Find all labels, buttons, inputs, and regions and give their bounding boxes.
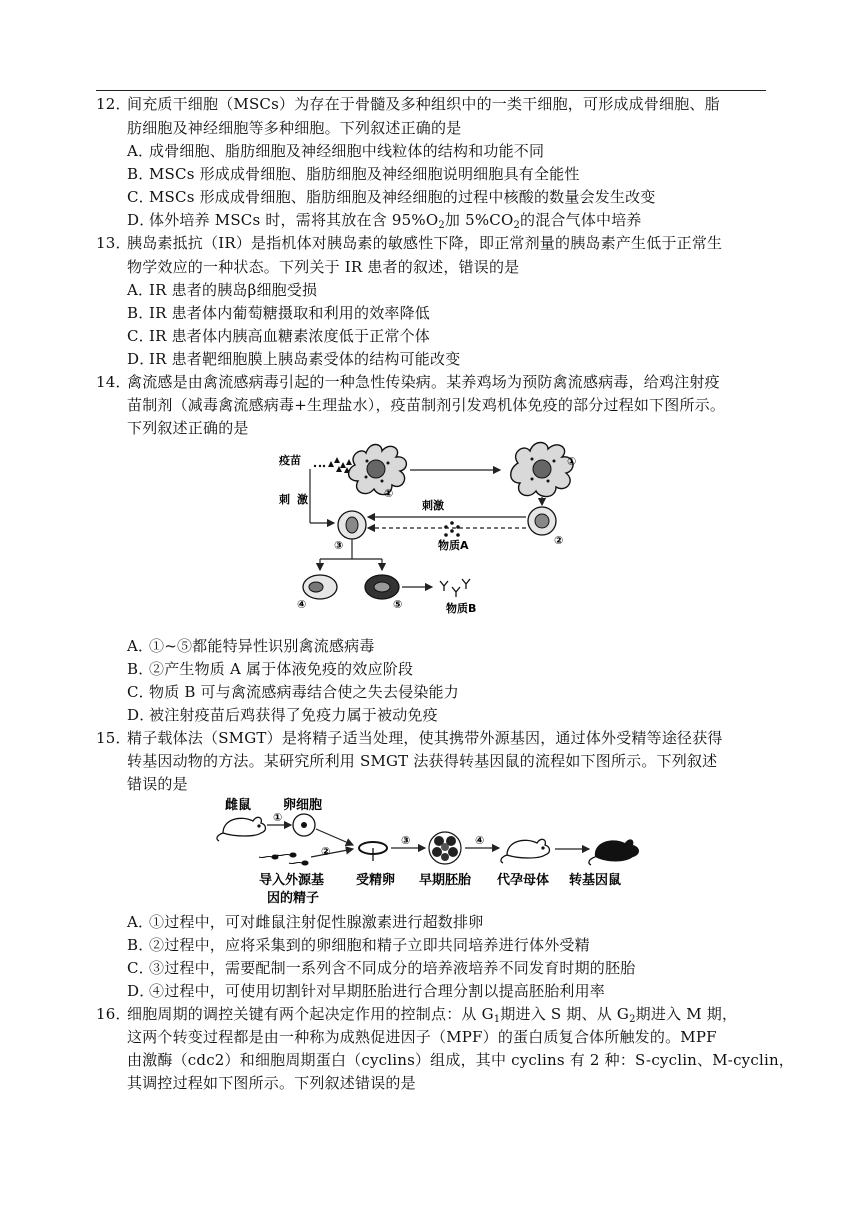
q14-option-c: C．物质 B 可与禽流感病毒结合使之失去侵染能力: [127, 683, 459, 701]
fig2-step3-label: ③: [401, 834, 411, 847]
plasma-cell: [365, 575, 399, 599]
q15-option-c: C．③过程中，需要配制一系列含不同成分的培养液培养不同发育时期的胚胎: [127, 959, 636, 977]
q15-option-d: D．④过程中，可使用切割针对早期胚胎进行合理分割以提高胚胎利用率: [127, 982, 606, 1000]
q13-option-b: B．IR 患者体内葡萄糖摄取和利用的效率降低: [127, 304, 430, 322]
q14-stem-line2: 苗制剂（减毒禽流感病毒+生理盐水），疫苗制剂引发鸡机体免疫的部分过程如下图所示。: [127, 396, 726, 414]
immune-response-figure: [270, 435, 590, 620]
q12-option-b: B．MSCs 形成成骨细胞、脂肪细胞及神经细胞说明细胞具有全能性: [127, 165, 580, 183]
q15-stem-line1: 15．精子载体法（SMGT）是将精子适当处理，使其携带外源基因，通过体外受精等途径获得: [96, 729, 723, 747]
substance-a-particles: [444, 521, 460, 537]
q16-stem-line2: 这两个转变过程都是由一种称为成熟促进因子（MPF）的蛋白质复合体所触发的。MPF: [127, 1028, 717, 1046]
fig1-cell1b-label: ①: [567, 455, 577, 468]
fig2-step2-label: ②: [321, 845, 331, 858]
vaccine-particles: [314, 457, 352, 473]
fig2-sperm-label-2: 因的精子: [267, 891, 320, 906]
transgenic-mouse-icon: [589, 839, 639, 865]
fig2-step4-label: ④: [475, 834, 485, 847]
early-embryo-icon: [429, 832, 461, 864]
q13-option-a: A．IR 患者的胰岛β细胞受损: [127, 281, 318, 299]
q16-stem-line1: 16．细胞周期的调控关键有两个起决定作用的控制点：从 $G_1$期进入 S 期、从 $G_2$期进入 M 期，: [96, 1005, 738, 1025]
q12-option-d: D．体外培养 MSCs 时，需将其放在含 $95\%O_2$加 $5\%CO_2$的混合气体中培养: [127, 211, 642, 231]
fig1-stim-label-1: 刺: [279, 493, 290, 506]
q15-stem-line3: 错误的是: [127, 775, 188, 793]
fig2-female-label: 雌鼠: [225, 798, 252, 813]
antibody-icons: [440, 579, 470, 597]
q13-option-d: D．IR 患者靶细胞膜上胰岛素受体的结构可能改变: [127, 350, 461, 368]
q12-stem-line1: 12．间充质干细胞（MSCs）为存在于骨髓及多种组织中的一类干细胞，可形成成骨细胞、脂: [96, 95, 720, 113]
q16-stem-line4: 其调控过程如下图所示。下列叙述错误的是: [127, 1074, 416, 1092]
fig1-cell4-label: ④: [297, 598, 307, 611]
q16-stem-line3: 由激酶（cdc2）和细胞周期蛋白（cyclins）组成，其中 cyclins 有 2 种：S-cyclin、M-cyclin，: [127, 1051, 795, 1069]
fig2-egg-label: 卵细胞: [283, 798, 323, 813]
q12-stem-line2: 肪细胞及神经细胞等多种细胞。下列叙述正确的是: [127, 119, 462, 137]
q15-stem-line2: 转基因动物的方法。某研究所利用 SMGT 法获得转基因鼠的流程如下图所示。下列叙述: [127, 752, 718, 770]
q14-stem-line3: 下列叙述正确的是: [127, 419, 249, 437]
q12-option-a: A．成骨细胞、脂肪细胞及神经细胞中线粒体的结构和功能不同: [127, 142, 545, 160]
q14-stem-line1: 14．禽流感是由禽流感病毒引起的一种急性传染病。某养鸡场为预防禽流感病毒，给鸡注射疫: [96, 373, 720, 391]
fig1-cell3-label: ③: [334, 539, 344, 552]
fig1-cell1-label: ①: [384, 487, 394, 500]
b-cell: [338, 511, 366, 539]
q15-option-a: A．①过程中，可对雌鼠注射促性腺激素进行超数排卵: [127, 913, 484, 931]
q12-option-c: C．MSCs 形成成骨细胞、脂肪细胞及神经细胞的过程中核酸的数量会发生改变: [127, 188, 656, 206]
fig2-zygote-label: 受精卵: [356, 873, 396, 888]
fig2-embryo-label: 早期胚胎: [419, 873, 472, 888]
t-cell: [528, 507, 556, 535]
fig2-surrogate-label: 代孕母体: [497, 873, 550, 888]
fig1-stim-top-label: 刺激: [422, 499, 444, 512]
antigen-presenting-cell-1: [349, 445, 407, 495]
q13-stem-line1: 13．胰岛素抵抗（IR）是指机体对胰岛素的敏感性下降，即正常剂量的胰岛素产生低于正常生: [96, 234, 723, 252]
antigen-presenting-cell-2: [511, 443, 573, 497]
fig1-vaccine-label: 疫苗: [279, 454, 301, 467]
fig1-cell5-label: ⑤: [393, 598, 403, 611]
smgt-flow-figure: [215, 793, 655, 911]
q14-option-b: B．②产生物质 A 属于体液免疫的效应阶段: [127, 660, 414, 678]
zygote-icon: [359, 842, 387, 861]
egg-cell-icon: [293, 814, 315, 836]
fig1-stim-label-2: 激: [297, 493, 308, 506]
sperm-icons: [259, 853, 308, 865]
surrogate-mouse-icon: [501, 839, 550, 863]
header-rule: [96, 90, 766, 91]
fig1-substance-b-label: 物质B: [446, 602, 477, 615]
fig2-sperm-label-1: 导入外源基: [259, 873, 325, 888]
fig2-step1-label: ①: [273, 811, 283, 824]
fig1-cell2-label: ②: [554, 534, 564, 547]
memory-cell: [303, 575, 337, 599]
fig1-substance-a-label: 物质A: [438, 539, 469, 552]
female-mouse-icon: [217, 817, 266, 841]
fig2-transgenic-label: 转基因鼠: [569, 873, 622, 888]
q14-option-d: D．被注射疫苗后鸡获得了免疫力属于被动免疫: [127, 706, 438, 724]
q13-stem-line2: 物学效应的一种状态。下列关于 IR 患者的叙述，错误的是: [127, 258, 520, 276]
q13-option-c: C．IR 患者体内胰高血糖素浓度低于正常个体: [127, 327, 430, 345]
q14-option-a: A．①~⑤都能特异性识别禽流感病毒: [127, 637, 375, 655]
q15-option-b: B．②过程中，应将采集到的卵细胞和精子立即共同培养进行体外受精: [127, 936, 590, 954]
